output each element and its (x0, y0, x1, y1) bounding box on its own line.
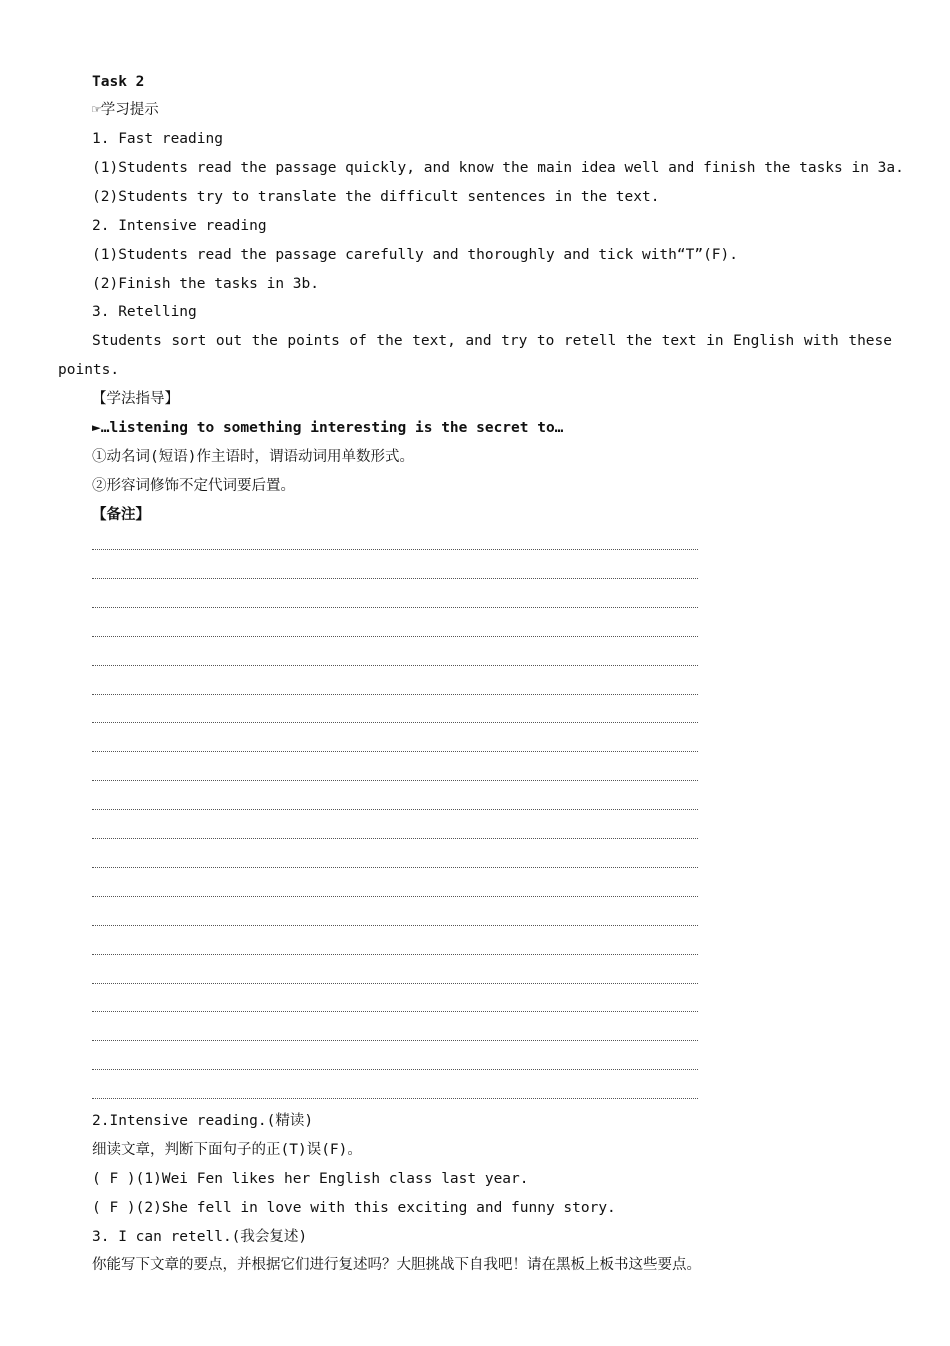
exercise-retell-instruction: 你能写下文章的要点，并根据它们进行复述吗？大胆挑战下自我吧！请在黑板上板书这些要点。 (92, 1257, 701, 1273)
writing-line (92, 780, 698, 781)
writing-line (92, 954, 698, 955)
task-title: Task 2 (92, 74, 145, 90)
exercise-intensive-instruction: 细读文章，判断下面句子的正(T)误(F)。 (92, 1142, 362, 1158)
writing-line (92, 578, 698, 579)
writing-line (92, 867, 698, 868)
retelling-heading: 3. Retelling (92, 304, 197, 320)
retelling-text-line-2: points. (58, 362, 120, 378)
writing-line (92, 722, 698, 723)
tips-heading: ☞学习提示 (92, 102, 159, 118)
writing-line (92, 751, 698, 752)
guide-heading: 【学法指导】 (92, 391, 179, 407)
remarks-heading: 【备注】 (92, 507, 150, 523)
writing-line (92, 1098, 698, 1099)
writing-line (92, 896, 698, 897)
writing-line (92, 607, 698, 608)
exercise-item-2: ( F )(2)She fell in love with this exciting and funny story. (92, 1200, 616, 1216)
writing-line (92, 1011, 698, 1012)
exercise-retell-heading: 3. I can retell.(我会复述) (92, 1229, 308, 1245)
exercise-item-1: ( F )(1)Wei Fen likes her English class last year. (92, 1171, 529, 1187)
fast-reading-heading: 1. Fast reading (92, 131, 223, 147)
writing-line (92, 665, 698, 666)
writing-line (92, 809, 698, 810)
writing-line (92, 549, 698, 550)
exercise-intensive-heading: 2.Intensive reading.(精读) (92, 1113, 314, 1129)
retelling-text-line-1: Students sort out the points of the text, and try to retell the text in English with these (92, 333, 892, 349)
writing-line (92, 636, 698, 637)
writing-line (92, 838, 698, 839)
guide-note-1: ①动名词(短语)作主语时，谓语动词用单数形式。 (92, 449, 414, 465)
fast-reading-item-2: (2)Students try to translate the difficult sentences in the text. (92, 189, 660, 205)
intensive-reading-heading: 2. Intensive reading (92, 218, 267, 234)
fast-reading-item-1: (1)Students read the passage quickly, and know the main idea well and finish the tasks in 3a. (92, 160, 904, 176)
writing-line (92, 983, 698, 984)
writing-line (92, 1069, 698, 1070)
writing-line (92, 1040, 698, 1041)
guide-phrase: ►…listening to something interesting is the secret to… (92, 420, 564, 436)
intensive-reading-item-2: (2)Finish the tasks in 3b. (92, 276, 319, 292)
guide-note-2: ②形容词修饰不定代词要后置。 (92, 478, 295, 494)
writing-line (92, 925, 698, 926)
writing-line (92, 694, 698, 695)
intensive-reading-item-1: (1)Students read the passage carefully and thoroughly and tick with“T”(F). (92, 247, 739, 263)
